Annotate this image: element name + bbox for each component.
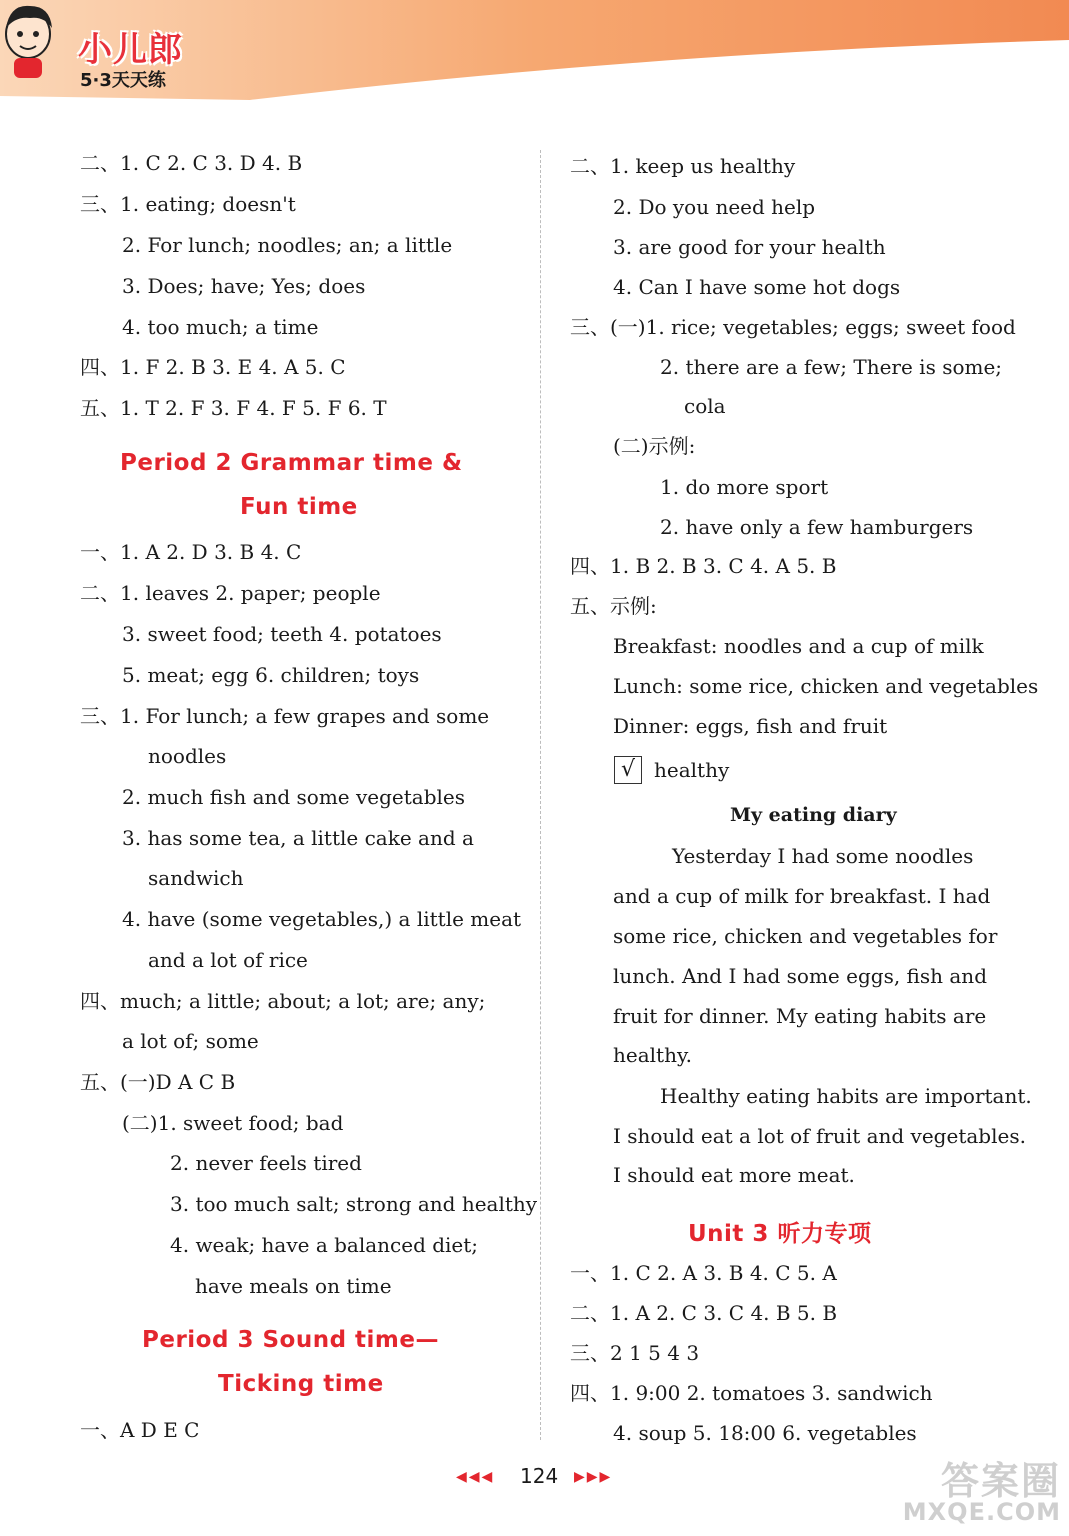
answer-line: and a lot of rice	[148, 948, 308, 972]
answer-line: 一、A D E C	[80, 1418, 200, 1442]
answer-line: 4. have (some vegetables,) a little meat	[122, 907, 522, 931]
answer-line: 4. weak; have a balanced diet;	[170, 1233, 479, 1257]
answer-line: (二)1. sweet food; bad	[122, 1111, 344, 1135]
answer-line: 四、1. F 2. B 3. E 4. A 5. C	[80, 355, 346, 379]
section-heading: Fun time	[240, 494, 358, 520]
logo-subtitle: 5·3天天练	[80, 70, 166, 91]
answer-line: 四、1. B 2. B 3. C 4. A 5. B	[570, 554, 837, 578]
answer-line: 二、1. C 2. C 3. D 4. B	[80, 151, 303, 175]
answer-line: 3. too much salt; strong and healthy	[170, 1192, 538, 1216]
answer-line: 三、(一)1. rice; vegetables; eggs; sweet food	[570, 315, 1016, 339]
watermark-line2: MXQE.COM	[902, 1498, 1061, 1526]
answer-line: healthy	[654, 758, 730, 782]
answer-line: 二、1. leaves 2. paper; people	[80, 581, 381, 605]
essay-line: lunch. And I had some eggs, fish and	[613, 964, 987, 988]
answer-line: 2. much fish and some vegetables	[122, 785, 466, 809]
essay-line: Healthy eating habits are important.	[660, 1084, 1032, 1108]
answer-line: 一、1. C 2. A 3. B 4. C 5. A	[570, 1261, 837, 1285]
boy-mascot-icon	[0, 0, 56, 80]
answer-line: 三、1. For lunch; a few grapes and some	[80, 704, 490, 728]
answer-line: 4. Can I have some hot dogs	[613, 275, 901, 299]
answer-line: Breakfast: noodles and a cup of milk	[613, 634, 984, 658]
essay-line: some rice, chicken and vegetables for	[613, 924, 998, 948]
watermark-line1: 答案圈	[940, 1459, 1061, 1503]
watermark	[890, 1450, 1065, 1530]
answer-line: 4. too much; a time	[122, 315, 319, 339]
section-heading: Period 2 Grammar time &	[120, 450, 463, 476]
section-heading: Ticking time	[218, 1371, 384, 1397]
page-header	[0, 0, 1069, 110]
answer-line: 三、1. eating; doesn't	[80, 192, 296, 216]
answer-line: 2. never feels tired	[170, 1151, 362, 1175]
page-number: 124	[520, 1464, 559, 1488]
answer-line: 5. meat; egg 6. children; toys	[122, 663, 420, 687]
answer-line: noodles	[148, 744, 227, 768]
answer-line: 3. Does; have; Yes; does	[122, 274, 366, 298]
answer-line: 2. For lunch; noodles; an; a little	[122, 233, 453, 257]
answer-line: 四、1. 9:00 2. tomatoes 3. sandwich	[570, 1381, 933, 1405]
essay-line: healthy.	[613, 1043, 692, 1067]
column-divider	[540, 150, 541, 1440]
answer-line: 3. are good for your health	[613, 235, 886, 259]
answer-line: Dinner: eggs, fish and fruit	[613, 714, 888, 738]
essay-title: My eating diary	[730, 804, 897, 826]
essay-line: fruit for dinner. My eating habits are	[613, 1004, 987, 1028]
essay-line: Yesterday I had some noodles	[672, 844, 974, 868]
answer-line: 五、(一)D A C B	[80, 1070, 236, 1094]
logo-title: 小儿郎	[78, 30, 183, 70]
essay-line: I should eat more meat.	[613, 1163, 855, 1187]
checkbox: √	[614, 756, 642, 784]
answer-line: 2. Do you need help	[613, 195, 816, 219]
essay-line: and a cup of milk for breakfast. I had	[613, 884, 991, 908]
answer-line: 二、1. A 2. C 3. C 4. B 5. B	[570, 1301, 838, 1325]
prev-page-arrows-icon[interactable]: ◀◀◀	[456, 1469, 495, 1485]
section-heading: Period 3 Sound time—	[142, 1327, 439, 1353]
answer-line: 五、示例:	[570, 594, 657, 618]
answer-line: cola	[684, 394, 726, 418]
answer-line: 1. do more sport	[660, 475, 829, 499]
answer-line: 三、2 1 5 4 3	[570, 1341, 700, 1365]
answer-line: 2. have only a few hamburgers	[660, 515, 974, 539]
answer-line: 五、1. T 2. F 3. F 4. F 5. F 6. T	[80, 396, 387, 420]
section-heading: Unit 3 听力专项	[688, 1221, 872, 1247]
answer-line: 二、1. keep us healthy	[570, 154, 796, 178]
essay-line: I should eat a lot of fruit and vegetables.	[613, 1124, 1026, 1148]
answer-line: (二)示例:	[613, 434, 696, 458]
answer-line: Lunch: some rice, chicken and vegetables	[613, 674, 1039, 698]
answer-line: 2. there are a few; There is some;	[660, 355, 1003, 379]
answer-line: 四、much; a little; about; a lot; are; any;	[80, 989, 486, 1013]
answer-line: sandwich	[148, 866, 244, 890]
answer-line: have meals on time	[195, 1274, 392, 1298]
next-page-arrows-icon[interactable]: ▶▶▶	[574, 1469, 613, 1485]
answer-line: 3. sweet food; teeth 4. potatoes	[122, 622, 442, 646]
answer-line: 3. has some tea, a little cake and a	[122, 826, 474, 850]
answer-line: 4. soup 5. 18:00 6. vegetables	[613, 1421, 917, 1445]
answer-line: 一、1. A 2. D 3. B 4. C	[80, 540, 302, 564]
answer-line: a lot of; some	[122, 1029, 259, 1053]
